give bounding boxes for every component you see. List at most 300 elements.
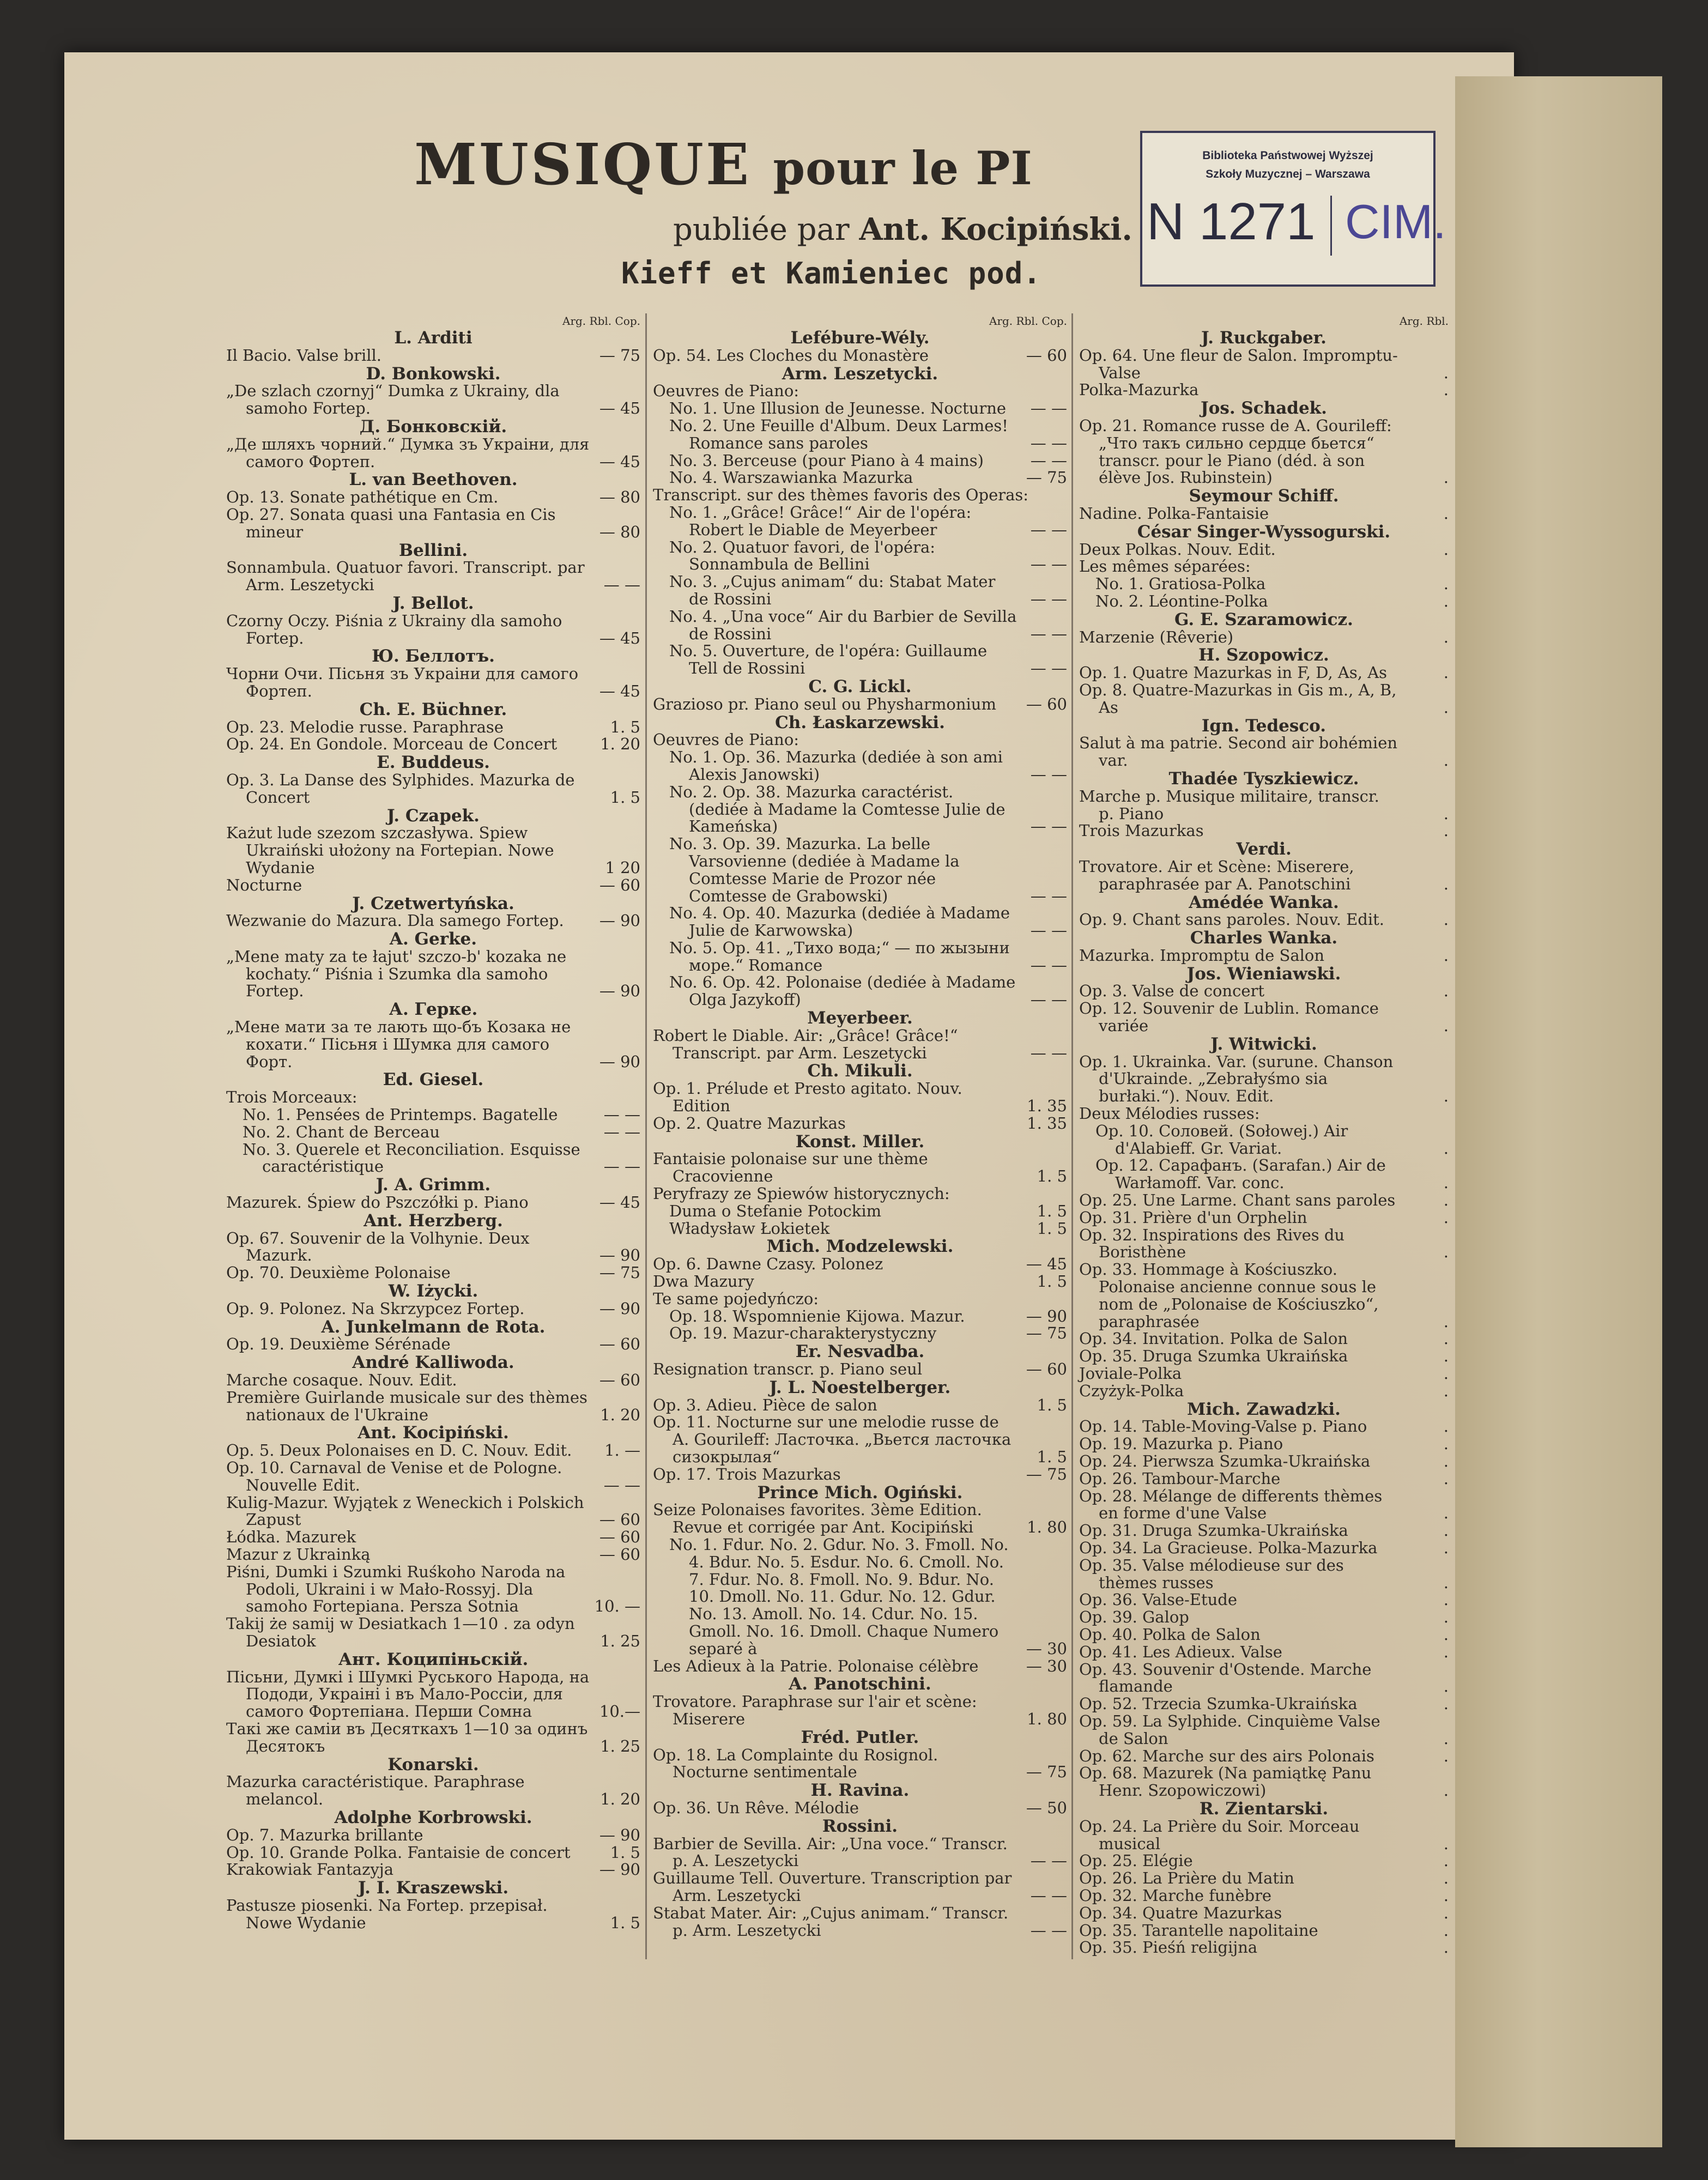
composer-heading: Meyerbeer. [807, 1008, 913, 1028]
catalogue-entry [1079, 1436, 1449, 1453]
work-price: — 75 [1026, 468, 1067, 487]
work-title: Deux Polkas. Nouv. Edit. [1079, 540, 1276, 559]
catalogue-entry [653, 835, 1067, 905]
catalogue-entry [653, 1905, 1067, 1940]
work-title: Op. 24. Pierwsza Szumka-Ukraińska [1079, 1452, 1371, 1470]
catalogue-entry [1079, 1488, 1449, 1523]
work-title: Op. 18. Wspomnienie Kijowa. Mazur. [669, 1306, 965, 1325]
work-title: No. 5. Ouverture, de l'opéra: Guillaume Tell de Rossini [669, 641, 988, 678]
catalogue-entry [1079, 541, 1449, 559]
work-title: No. 1. Une Illusion de Jeunesse. Nocturne [669, 399, 1007, 418]
catalogue-entry [226, 1336, 640, 1353]
work-price: 1. 20 [600, 1790, 640, 1809]
work-title: Trois Morceaux: [226, 1088, 358, 1107]
work-price: — — [1030, 1886, 1067, 1905]
work-title: „Де шляхъ чорний.“ Думка зъ Украiни, для самого Фортеп. [226, 434, 590, 471]
work-price: 1. 80 [1027, 1518, 1067, 1537]
composer-heading: Fréd. Putler. [801, 1727, 919, 1747]
work-price: — 90 [1026, 1306, 1067, 1325]
work-title: Resignation transcr. p. Piano seul [653, 1360, 923, 1379]
work-title: Op. 13. Sonate pathétique en Cm. [226, 488, 499, 507]
work-title: No. 5. Op. 41. „Тихо вода;“ — по жызыни море.“ Romance [669, 938, 1010, 974]
catalogue-entry [1079, 1609, 1449, 1626]
catalogue-entry [1079, 593, 1449, 610]
work-price: — — [603, 1157, 640, 1176]
work-title: Op. 27. Sonata quasi una Fantasia en Cis mineur [226, 505, 556, 541]
work-title: Oeuvres de Piano: [653, 382, 800, 401]
work-price: . [1443, 363, 1449, 382]
column-rule-2 [1071, 313, 1073, 1959]
work-title: Władysław Łokietek [669, 1219, 830, 1238]
composer-heading: Д. Бонковскій. [359, 416, 507, 437]
work-title: Dwa Mazury [653, 1272, 754, 1291]
work-price: 1. 5 [610, 1843, 640, 1862]
work-title: Op. 70. Deuxième Polonaise [226, 1263, 451, 1282]
composer-heading: J. Ruckgaber. [1201, 328, 1327, 348]
work-price: . [1443, 591, 1449, 610]
work-title: Stabat Mater. Air: „Cujus animam.“ Transcr. p. Arm. Leszetycki [653, 1903, 1009, 1940]
catalogue-entry [226, 1089, 640, 1106]
stamp-number: N 1271 [1147, 192, 1316, 251]
catalogue-entry [653, 573, 1067, 608]
catalogue-entry [653, 383, 1067, 400]
work-title: Op. 1. Quatre Mazurkas in F, D, As, As [1079, 663, 1388, 682]
catalogue-entry [653, 1220, 1067, 1238]
work-title: Op. 24. En Gondole. Morceau de Concert [226, 735, 558, 754]
work-price: — 60 [599, 1545, 640, 1564]
catalogue-entry [226, 1861, 640, 1879]
work-title: Sonnambula. Quatuor favori. Transcript. par Arm. Leszetycki [226, 558, 585, 595]
composer-heading: Charles Wanka. [1190, 928, 1338, 948]
work-title: No. 2. Op. 38. Mazurka caractérist. (dediée à Madame la Comtesse Julie de Kameńska) [669, 782, 1006, 836]
work-price: . [1443, 1781, 1449, 1800]
work-price: . [1443, 698, 1449, 717]
work-price: . [1443, 1677, 1449, 1696]
work-title: Barbier de Sevilla. Air: „Una voce.“ Transcr. p. A. Leszetycki [653, 1834, 1008, 1870]
work-title: Mazur z Ukrainką [226, 1545, 371, 1564]
work-title: Op. 9. Polonez. Na Skrzypcez Fortep. [226, 1299, 525, 1318]
work-price: . [1443, 1364, 1449, 1383]
catalogue-entry [653, 1693, 1067, 1728]
work-title: No. 4. „Una voce“ Air du Barbier de Sevilla de Rossini [669, 607, 1017, 643]
work-title: Op. 17. Trois Mazurkas [653, 1464, 841, 1483]
work-title: Op. 33. Hommage à Kościuszko. Polonaise ancienne connue sous le nom de „Polonaise de Kościuszko“, paraphrasée [1079, 1260, 1379, 1331]
work-price: . [1443, 1469, 1449, 1488]
work-title: Grazioso pr. Piano seul ou Physharmonium [653, 694, 996, 713]
work-title: Op. 34. Invitation. Polka de Salon [1079, 1329, 1348, 1348]
work-price: . [1443, 627, 1449, 646]
catalogue-entry [1079, 1192, 1449, 1209]
work-price: — — [1030, 399, 1067, 418]
work-price: 10.— [599, 1702, 640, 1721]
work-title: Op. 11. Nocturne sur une melodie russe de A. Gourileff: Ласточка. „Вьется ласточка сизокрылая“ [653, 1413, 1012, 1466]
work-title: Trois Mazurkas [1079, 821, 1204, 840]
catalogue-entry [1079, 1713, 1449, 1748]
work-price: — — [1030, 520, 1067, 539]
work-title: Łódka. Mazurek [226, 1528, 356, 1547]
composer-heading: Konarski. [387, 1754, 479, 1775]
work-title: Op. 24. La Prière du Soir. Morceau musical [1079, 1816, 1360, 1853]
catalogue-entry [653, 1800, 1067, 1817]
composer-heading: André Kalliwoda. [352, 1353, 514, 1373]
work-price: — 45 [599, 399, 640, 418]
work-price: . [1443, 1208, 1449, 1227]
catalogue-entry [653, 1203, 1067, 1220]
catalogue-entry [653, 452, 1067, 470]
composer-heading: César Singer-Wyssogurski. [1137, 522, 1391, 542]
work-title: Op. 3. Adieu. Pièce de salon [653, 1395, 877, 1414]
work-title: Op. 8. Quatre-Mazurkas in Gis m., A, B, As [1079, 680, 1397, 717]
catalogue-entry [1079, 1939, 1449, 1957]
work-price: — 45 [599, 681, 640, 700]
work-price: — — [1030, 817, 1067, 836]
work-title: Op. 3. La Danse des Sylphides. Mazurka de Concert [226, 770, 575, 807]
work-title: Op. 26. Tambour-Marche [1079, 1469, 1281, 1488]
catalogue-entry [1079, 1123, 1449, 1158]
work-title: Op. 34. Quatre Mazurkas [1079, 1903, 1282, 1922]
work-title: Op. 41. Les Adieux. Valse [1079, 1642, 1282, 1661]
work-title: No. 6. Op. 42. Polonaise (dediée à Madame Olga Jazykoff) [669, 973, 1016, 1009]
work-price: — 75 [1026, 1464, 1067, 1483]
work-price: — 45 [1026, 1255, 1067, 1274]
catalogue-entry [653, 1256, 1067, 1273]
work-price: — 45 [599, 452, 640, 471]
catalogue-entry [226, 1773, 640, 1808]
catalogue-entry [653, 974, 1067, 1009]
work-title: Op. 5. Deux Polonaises en D. C. Nouv. Edit. [226, 1441, 572, 1460]
catalogue-entry [1079, 1105, 1449, 1123]
work-title: Marzenie (Rêverie) [1079, 627, 1234, 646]
work-title: Polka-Mazurka [1079, 380, 1199, 399]
work-title: Op. 54. Les Cloches du Monastère [653, 346, 929, 365]
catalogue-entry [226, 1494, 640, 1529]
catalogue-entry [653, 504, 1067, 539]
catalogue-entry [1079, 1922, 1449, 1940]
catalogue-entry [1079, 1053, 1449, 1105]
catalogue-entry [226, 1264, 640, 1282]
catalogue-entry [653, 417, 1067, 452]
composer-heading: L. van Beethoven. [349, 470, 518, 490]
work-title: Op. 36. Un Rêve. Mélodie [653, 1798, 859, 1817]
catalogue-entry [653, 1291, 1067, 1308]
work-price: . [1443, 540, 1449, 559]
work-price: — 60 [1026, 346, 1067, 365]
work-title: Op. 25. Elégie [1079, 1851, 1193, 1870]
work-price: — — [603, 576, 640, 595]
composer-heading: Ign. Tedesco. [1201, 716, 1327, 736]
work-price: — 90 [599, 1825, 640, 1844]
work-title: Joviale-Polka [1079, 1364, 1182, 1383]
catalogue-entry [653, 940, 1067, 974]
price-column-header: Arg. Rbl. [1399, 314, 1449, 328]
work-price: — 30 [1026, 1656, 1067, 1675]
composer-heading: Thadée Tyszkiewicz. [1168, 768, 1359, 789]
work-title: Duma o Stefanie Potockim [669, 1201, 882, 1220]
work-title: Op. 19. Deuxième Sérénade [226, 1335, 451, 1354]
work-price: . [1443, 1452, 1449, 1470]
catalogue-entry [1079, 1748, 1449, 1765]
column-rule-1 [645, 313, 647, 1959]
catalogue-entry [1079, 382, 1449, 399]
composer-heading: J. Czapek. [387, 806, 480, 826]
work-title: Op. 14. Table-Moving-Valse p. Piano [1079, 1417, 1367, 1436]
work-title: No. 4. Op. 40. Mazurka (dediée à Madame Julie de Karwowska) [669, 904, 1010, 940]
work-price: 1. 5 [1037, 1167, 1067, 1186]
work-price: . [1443, 1886, 1449, 1905]
work-title: Op. 26. La Prière du Matin [1079, 1869, 1294, 1888]
catalogue-entry [226, 665, 640, 700]
work-title: Robert le Diable. Air: „Grâce! Grâce!“ Transcript. par Arm. Leszetycki [653, 1026, 958, 1062]
catalogue-entry [226, 1460, 640, 1494]
composer-heading: Ю. Беллотъ. [372, 646, 495, 667]
composer-heading: Verdi. [1236, 839, 1292, 859]
catalogue-entry [1079, 347, 1449, 382]
work-title: Op. 35. Tarantelle napolitaine [1079, 1921, 1318, 1940]
catalogue-entry [1079, 1348, 1449, 1365]
work-title: Czyżyk-Polka [1079, 1381, 1184, 1400]
composer-heading: A. Panotschini. [789, 1674, 931, 1694]
catalogue-entry [226, 1564, 640, 1615]
work-price: 1. 25 [600, 1631, 640, 1650]
work-title: Czorny Oczy. Piśnia z Ukrainy dla samoho Fortep. [226, 611, 562, 647]
composer-heading: Arm. Leszetycki. [782, 364, 938, 384]
work-price: — 90 [599, 982, 640, 1001]
catalogue-entry [1079, 1557, 1449, 1592]
work-price: — 60 [599, 1528, 640, 1547]
catalogue-entry [1079, 1453, 1449, 1470]
work-title: No. 3. Berceuse (pour Piano à 4 mains) [669, 451, 984, 470]
work-title: Wezwanie do Mazura. Dla samego Fortep. [226, 911, 564, 930]
composer-heading: J. A. Grimm. [375, 1175, 491, 1195]
work-price: — — [1030, 921, 1067, 940]
work-title: Te same pojedyńczo: [653, 1289, 819, 1308]
work-title: Op. 6. Dawne Czasy. Polonez [653, 1255, 883, 1274]
work-title: Op. 68. Mazurek (Na pamiątkę Panu Henr. Szopowiczowi) [1079, 1764, 1372, 1800]
composer-heading: J. Bellot. [392, 593, 474, 613]
work-price: 1. 25 [600, 1736, 640, 1755]
catalogue-entry [1079, 629, 1449, 646]
work-price: . [1443, 504, 1449, 523]
catalogue-entry [1079, 1383, 1449, 1400]
catalogue-entry [226, 719, 640, 736]
catalogue-entry [1079, 1818, 1449, 1853]
work-title: Op. 1. Prélude et Presto agitato. Nouv. Edition [653, 1079, 962, 1116]
work-title: No. 1. Gratiosa-Polka [1095, 574, 1266, 594]
work-title: No. 2. Quatuor favori, de l'opéra: Sonnambula de Bellini [669, 537, 936, 574]
catalogue-entry [653, 1747, 1067, 1782]
work-price: . [1443, 380, 1449, 399]
catalogue-entry [226, 1546, 640, 1564]
work-title: No. 4. Warszawianka Mazurka [669, 468, 913, 487]
work-price: 1. 35 [1027, 1113, 1067, 1133]
work-title: Op. 3. Valse de concert [1079, 982, 1265, 1001]
work-price: . [1443, 1538, 1449, 1557]
catalogue-entry [653, 1325, 1067, 1342]
work-title: Op. 19. Mazurka p. Piano [1079, 1434, 1283, 1454]
work-price: — 45 [599, 1193, 640, 1212]
catalogue-column-1 [226, 313, 640, 1932]
work-price: 1. 5 [610, 717, 640, 736]
work-price: . [1443, 1729, 1449, 1748]
work-title: Pastusze piosenki. Na Fortep. przepisał. Nowe Wydanie [226, 1896, 548, 1932]
work-price: 1. 5 [1037, 1448, 1067, 1466]
work-title: Op. 32. Marche funèbre [1079, 1886, 1272, 1905]
work-price: 1 20 [605, 858, 640, 877]
composer-heading: A. Gerke. [389, 929, 477, 949]
work-price: — 80 [599, 522, 640, 541]
catalogue-entry [1079, 664, 1449, 682]
work-title: Op. 12. Сарафанъ. (Sarafan.) Air de Warłamoff. Var. conc. [1095, 1156, 1386, 1192]
work-price: 10. — [594, 1597, 640, 1616]
work-price: . [1443, 1139, 1449, 1158]
work-title: Op. 67. Souvenir de la Volhynie. Deux Mazurk. [226, 1228, 530, 1265]
catalogue-entry [653, 731, 1067, 749]
work-title: Marche p. Musique militaire, transcr. p. Piano [1079, 786, 1379, 823]
work-price: — — [1030, 589, 1067, 608]
work-price: . [1443, 663, 1449, 682]
publisher-prefix: publiée par [673, 212, 850, 247]
catalogue-entry [653, 1115, 1067, 1133]
work-title: Transcript. sur des thèmes favoris des Operas: [653, 486, 1029, 505]
catalogue-entry [1079, 1540, 1449, 1557]
composer-heading: A. Junkelmann de Rota. [321, 1317, 546, 1337]
composer-heading: Prince Mich. Ogiński. [757, 1482, 963, 1503]
catalogue-entry [653, 905, 1067, 940]
work-price: — — [1030, 659, 1067, 678]
catalogue-entry [1079, 1852, 1449, 1870]
catalogue-entry [653, 1185, 1067, 1203]
work-price: — 90 [599, 911, 640, 930]
work-title: Op. 12. Souvenir de Lublin. Romance variée [1079, 999, 1379, 1036]
catalogue-entry [1079, 1887, 1449, 1905]
work-title: Trovatore. Paraphrase sur l'air et scène: Miserere [653, 1692, 977, 1728]
work-title: Nocturne [226, 875, 302, 894]
work-price: . [1443, 751, 1449, 770]
work-price: . [1443, 910, 1449, 929]
work-price: — — [1030, 624, 1067, 643]
work-title: Op. 10. Carnaval de Venise et de Pologne. Nouvelle Edit. [226, 1458, 562, 1494]
title-rest: pour le PI [773, 141, 1033, 195]
work-price: . [1443, 1903, 1449, 1922]
catalogue-entry [226, 1897, 640, 1932]
work-price: . [1443, 1347, 1449, 1366]
catalogue-column-2 [653, 313, 1067, 1939]
work-price: — — [1030, 555, 1067, 574]
work-price: — — [1030, 1043, 1067, 1062]
catalogue-entry [1079, 1905, 1449, 1922]
work-title: Les Adieux à la Patrie. Polonaise célèbre [653, 1656, 979, 1675]
work-title: Op. 39. Galop [1079, 1608, 1189, 1627]
work-title: Op. 31. Prière d'un Orphelin [1079, 1208, 1307, 1227]
work-price: 1. 5 [1037, 1201, 1067, 1220]
work-price: . [1443, 1417, 1449, 1436]
work-price: — 90 [599, 1246, 640, 1265]
work-price: — 60 [599, 1371, 640, 1390]
work-title: No. 3. Querele et Reconciliation. Esquisse caractéristique [243, 1140, 580, 1176]
work-title: Op. 21. Romance russe de A. Gourileff: „Что такъ сильно сердце бьется“ transcr. pour le Piano (déd. à son élève Jos. Rubinstein) [1079, 416, 1392, 487]
stamp-code: CIM. [1345, 195, 1446, 249]
title-main: MUSIQUE [414, 131, 752, 198]
work-title: Op. 7. Mazurka brillante [226, 1825, 423, 1844]
catalogue-entry [653, 643, 1067, 677]
composer-heading: W. Iżycki. [388, 1281, 479, 1301]
work-price: 1. — [604, 1441, 640, 1460]
work-title: No. 2. Léontine-Polka [1095, 591, 1268, 610]
catalogue-entry [1079, 858, 1449, 893]
catalogue-entry [1079, 417, 1449, 487]
catalogue-entry [1079, 1661, 1449, 1696]
work-price: — 45 [599, 628, 640, 647]
composer-heading: Jos. Schadek. [1201, 398, 1327, 419]
catalogue-entry [653, 608, 1067, 643]
work-price: — — [603, 1122, 640, 1141]
work-title: Mazurka. Impromptu de Salon [1079, 946, 1325, 965]
work-title: Чорни Очи. Пiсьня зъ Украiни для самого Фортеп. [226, 664, 579, 700]
catalogue-entry [226, 559, 640, 594]
catalogue-column-3 [1079, 313, 1449, 1957]
catalogue-entry [1079, 1470, 1449, 1488]
work-title: Op. 2. Quatre Mazurkas [653, 1113, 846, 1133]
composer-heading: Rossini. [822, 1816, 898, 1836]
work-title: Trovatore. Air et Scène: Miserere, paraphrasée par A. Panotschini [1079, 857, 1354, 893]
work-price: . [1443, 804, 1449, 823]
composer-heading: J. I. Kraszewski. [358, 1878, 509, 1898]
work-price: — 75 [599, 1263, 640, 1282]
composer-heading: Jos. Wieniawski. [1186, 964, 1341, 984]
composer-heading: E. Buddeus. [377, 753, 490, 773]
work-title: Op. 10. Grande Polka. Fantaisie de concert [226, 1843, 571, 1862]
work-price: 1. 5 [610, 1913, 640, 1932]
composer-heading: H. Szopowicz. [1198, 645, 1329, 665]
work-price: . [1443, 1504, 1449, 1523]
catalogue-entry [226, 1141, 640, 1176]
catalogue-entry [1079, 1261, 1449, 1330]
catalogue-entry [653, 400, 1067, 417]
work-price: — 90 [599, 1860, 640, 1879]
catalogue-entry [226, 436, 640, 471]
catalogue-entry [1079, 822, 1449, 840]
work-title: Op. 43. Souvenir d'Ostende. Marche flamande [1079, 1660, 1372, 1696]
catalogue-entry [653, 487, 1067, 504]
work-title: Op. 18. La Complainte du Rosignol. Nocturne sentimentale [653, 1745, 938, 1782]
work-price: . [1443, 1921, 1449, 1940]
work-price: — — [1030, 1851, 1067, 1870]
work-price: — 90 [599, 1299, 640, 1318]
work-title: Op. 9. Chant sans paroles. Nouv. Edit. [1079, 910, 1385, 929]
work-price: . [1443, 1434, 1449, 1454]
work-title: Такi же самiи въ Десяткахъ 1—10 за одинъ Десятокъ [226, 1719, 588, 1755]
work-title: Op. 36. Valse-Etude [1079, 1590, 1238, 1609]
catalogue-entry [226, 1124, 640, 1141]
work-title: No. 3. „Cujus animam“ du: Stabat Mater de Rossini [669, 572, 996, 608]
catalogue-entry [653, 1414, 1067, 1466]
work-price: — 80 [599, 488, 640, 507]
catalogue-entry [1079, 788, 1449, 823]
catalogue-entry [1079, 1330, 1449, 1348]
work-price: . [1443, 1191, 1449, 1210]
work-title: Każut lude szezom szczasływa. Spiew Ukraiński ułożony na Fortepian. Nowe Wydanie [226, 823, 554, 877]
work-title: Op. 52. Trzecia Szumka-Ukraińska [1079, 1694, 1358, 1713]
work-price: . [1443, 1329, 1449, 1348]
work-title: Takij że samij w Desiatkach 1—10 . za odyn Desiatok [226, 1614, 575, 1650]
catalogue-entry [226, 1372, 640, 1389]
publisher-name: Ant. Kocipiński. [859, 211, 1132, 247]
work-price: — 60 [599, 875, 640, 894]
publisher-city: Kieff et Kamieniec pod. [621, 256, 1041, 290]
work-title: No. 1. „Grâce! Grâce!“ Air de l'opéra: Robert le Diable de Meyerbeer [669, 502, 972, 539]
work-price: 1. 20 [600, 1405, 640, 1424]
catalogue-entry [226, 613, 640, 647]
